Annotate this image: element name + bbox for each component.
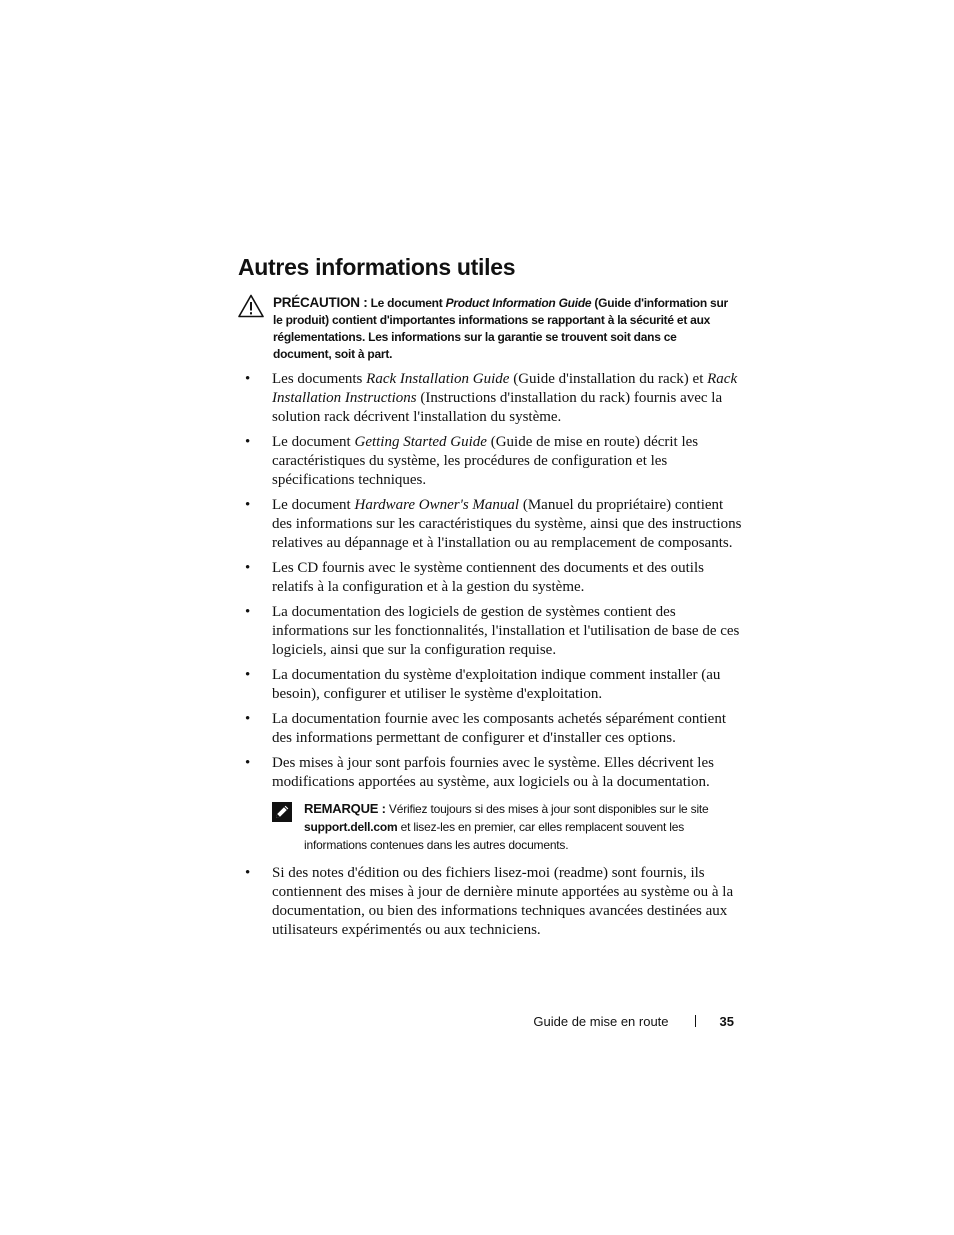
pencil-note-icon [272,802,292,822]
caution-block [238,294,728,363]
bullet-glyph: • [245,755,251,771]
page-footer [533,1014,734,1029]
bullet-glyph: • [245,711,251,727]
item-text: Le document [272,434,355,450]
bullet-glyph: • [245,604,251,620]
note-block [272,800,745,854]
footer-separator [695,1015,696,1027]
bullet-glyph: • [245,865,251,881]
item-doc-title: Getting Started Guide [354,434,487,450]
item-text: Les documents [272,371,367,387]
item-text: (Manuel du propriétaire) contient des informations sur les caractéristiques du système, ainsi que des instructions relatives au dépannage et à l'installation ou au remplacement de composants. [272,497,742,551]
support-link[interactable]: support.dell.com [304,820,398,834]
footer-guide-title: Guide de mise en route [533,1014,669,1029]
note-text [304,800,745,854]
list-item [245,603,745,660]
item-text: La documentation du système d'exploitation indique comment installer (au besoin), configurer et utiliser le système d'exploitation. [272,667,721,702]
item-text: La documentation des logiciels de gestion de systèmes contient des informations sur les fonctionnalités, l'installation et l'utilisation de base de ces logiciels, ainsi que sur la configuration requise. [272,604,740,658]
item-text: (Guide d'installation du rack) et [509,371,708,387]
caution-doc-title: Product Information Guide [445,296,592,310]
item-text: (Instructions d'installation du rack) fournis avec la solution rack décrivent l'installation du système. [272,390,723,425]
note-label: REMARQUE : [304,801,386,816]
item-doc-title: Rack Installation Instructions [272,371,738,406]
list-item [245,864,745,940]
page-title: Autres informations utiles [238,254,516,280]
item-text: Si des notes d'édition ou des fichiers lisez-moi (readme) sont fournis, ils contiennent des mises à jour de dernière minute apportées au système ou à la documentation, ou bien des informations techniques avancées destinées aux utilisateurs expérimentés ou aux techniciens. [272,865,734,938]
bullet-glyph: • [245,560,251,576]
list-item [245,710,745,748]
item-doc-title: Rack Installation Guide [366,371,510,387]
warning-triangle-icon [238,294,264,318]
page-number: 35 [719,1014,734,1029]
item-text: Le document [272,497,355,513]
item-text: (Guide de mise en route) décrit les caractéristiques du système, les procédures de configuration et les spécifications techniques. [272,434,699,488]
item-doc-title: Hardware Owner's Manual [354,497,520,513]
list-item [245,496,745,553]
caution-text [273,294,728,363]
list-item [245,666,745,704]
item-text: Des mises à jour sont parfois fournies avec le système. Elles décrivent les modifications apportées au système, aux logiciels ou à la documentation. [272,755,714,790]
item-text: Les CD fournis avec le système contiennent des documents et des outils relatifs à la configuration et à la gestion du système. [272,560,704,595]
list-item [245,433,745,490]
note-text-a: Vérifiez toujours si des mises à jour sont disponibles sur le site [385,802,709,816]
bullet-glyph: • [245,371,251,387]
caution-label: PRÉCAUTION : [273,295,368,310]
bullet-glyph: • [245,497,251,513]
bullet-glyph: • [245,434,251,450]
note-text-b: et lisez-les en premier, car elles remplacent souvent les informations contenues dans les autres documents. [304,820,685,852]
list-item [245,754,745,854]
item-text: La documentation fournie avec les composants achetés séparément contient des informations permettant de configurer et d'installer ces options. [272,711,726,746]
bullet-list [245,370,745,946]
caution-text-b: (Guide d'information sur le produit) contient d'importantes informations se rapportant à la sécurité et aux réglementations. Les informations sur la garantie se trouvent soit dans ce document, soit à part. [273,296,728,361]
caution-text-a: Le document [367,296,446,310]
list-item [245,370,745,427]
list-item [245,559,745,597]
bullet-glyph: • [245,667,251,683]
